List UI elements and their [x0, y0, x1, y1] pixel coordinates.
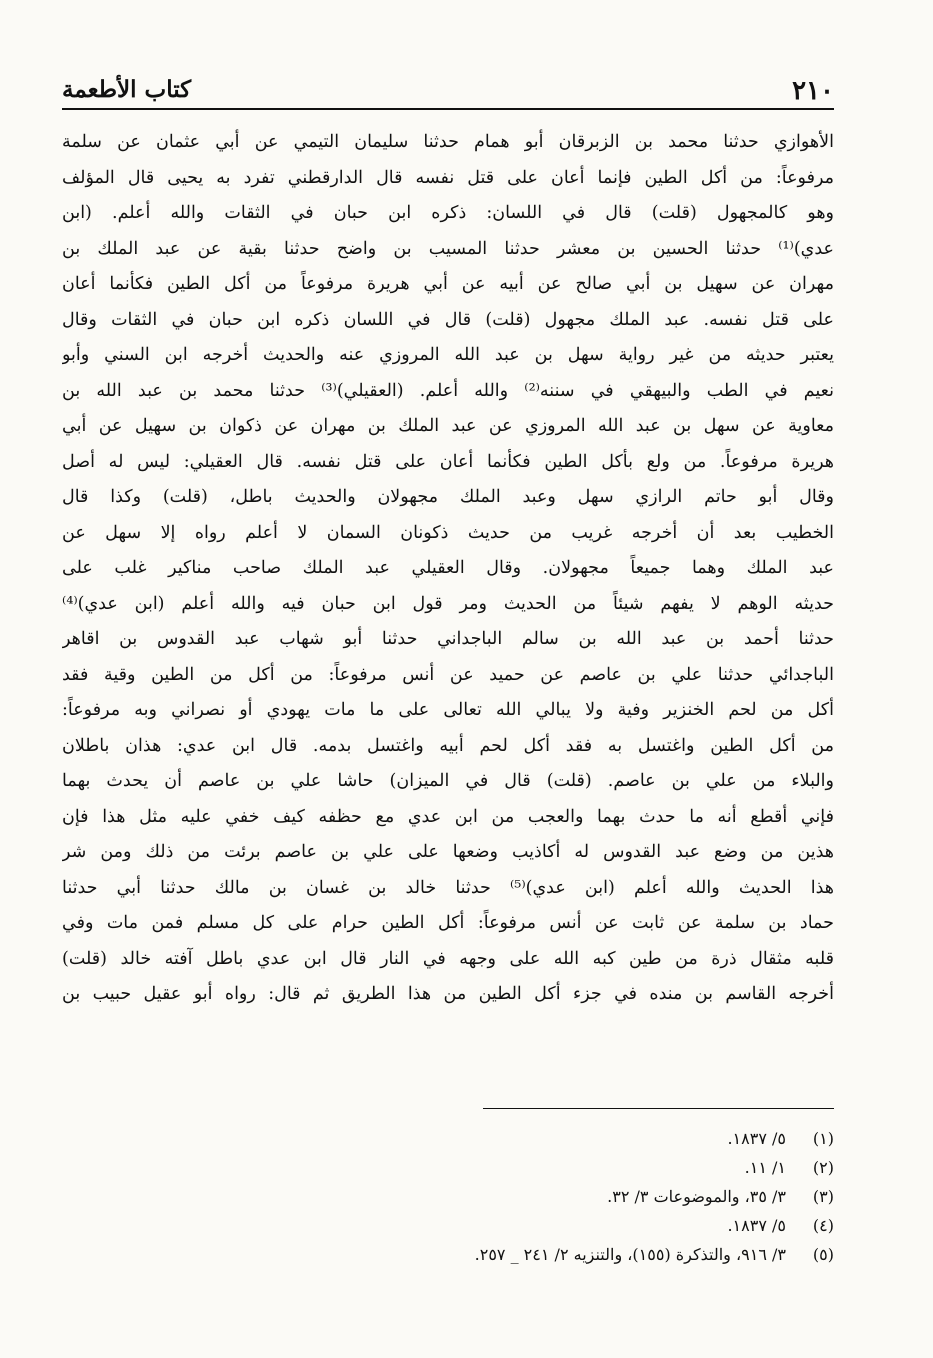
text-line: مرفوعاً: من أكل الطين فإنما أعان على قتل نفسه قال الدارقطني تفرد به يحيى قال المؤلف — [62, 167, 834, 188]
text-line: أكل من لحم الخنزير وفية ولا يبالي الله تعالى على ما مات يهودي أو نصراني وبه مرفوعاً: — [62, 700, 834, 720]
header-rule — [62, 108, 834, 110]
footnote — [62, 1182, 834, 1211]
footnotes — [62, 1124, 834, 1269]
page-header — [62, 72, 834, 106]
text-line: نعيم في الطب والبيهقي في سننه⁽²⁾ والله أعلم. (العقيلي)⁽³⁾ حدثنا محمد بن عبد الله بن — [62, 380, 834, 401]
footnote-text: ٥/ ١٨٣٧. — [727, 1216, 786, 1235]
text-line: يعتبر حديثه من غير رواية سهل بن عبد الله المروزي عنه والحديث أخرجه ابن السني وأبو — [62, 345, 834, 365]
text-line: هذا الحديث والله أعلم (ابن عدي)⁽⁵⁾ حدثنا خالد بن غسان بن مالك حدثنا أبي حدثنا — [62, 877, 834, 898]
text-line: الخطيب بعد أن أخرجه غريب من حديث ذكونان السمان لا أعلم رواه إلا سهل عن — [62, 522, 834, 543]
text-line: والبلاء من علي بن عاصم. (قلت) قال في الميزان) حاشا علي بن عاصم أن يحدث بهما — [62, 771, 834, 791]
footnote-number: (٤) — [812, 1216, 834, 1235]
footnote — [62, 1153, 834, 1182]
footnote-number: (٢) — [812, 1158, 834, 1177]
text-line: وقال أبو حاتم الرازي سهل وعبد الملك مجهولان والحديث باطل، (قلت) وكذا قال — [62, 487, 834, 507]
footnote-number: (١) — [812, 1129, 834, 1148]
body-text — [62, 125, 834, 1013]
footnote-text: ١/ ١١. — [744, 1158, 786, 1177]
text-line: وهو كالمجهول (قلت) قال في اللسان: ذكره ابن حبان في الثقات والله أعلم. (ابن — [62, 203, 834, 223]
text-line: معاوية عن سهل بن عبد الله المروزي عن عبد الملك بن مهران عن ذكوان بن سهيل عن أبي — [62, 416, 834, 436]
footnote — [62, 1211, 834, 1240]
footnote — [62, 1240, 834, 1269]
text-line: الأهوازي حدثنا محمد بن الزبرقان أبو همام حدثنا سليمان التيمي عن أبي عثمان عن سلمة — [62, 132, 834, 152]
running-title: كتاب الأطعمة — [62, 76, 192, 103]
text-line: أخرجه القاسم بن منده في جزء أكل الطين من هذا الطريق ثم قال: رواه أبو عقيل حبيب بن — [62, 984, 834, 1004]
text-line: عبد الملك وهما جميعاً مجهولان. وقال العقيلي عبد الملك صاحب مناكير غلب على — [62, 558, 834, 578]
footnote — [62, 1124, 834, 1153]
text-line: هذين من وضع عبد القدوس له أكاذيب وضعها على علي بن عاصم برئت من ذلك ومن شر — [62, 842, 834, 862]
footnote-number: (٥) — [812, 1245, 834, 1264]
page-number: ٢١٠ — [792, 76, 834, 106]
footnote-text: ٣/ ٣٥، والموضوعات ٣/ ٣٢. — [607, 1187, 786, 1206]
footnote-text: ٥/ ١٨٣٧. — [727, 1129, 786, 1148]
text-line: حماد بن سلمة عن ثابت عن أنس مرفوعاً: أكل الطين حرام على كل مسلم فمن مات وفي — [62, 913, 834, 933]
footnote-text: ٣/ ٩١٦، والتذكرة (١٥٥)، والتنزيه ٢/ ٢٤١ _ ٢٥٧. — [474, 1245, 786, 1264]
text-line: عدي)⁽¹⁾ حدثنا الحسين بن معشر حدثنا المسيب بن واضح حدثنا بقية عن عبد الملك بن — [62, 238, 834, 259]
text-line: مهران عن سهيل بن أبي صالح عن أبيه عن أبي هريرة مرفوعاً من أكل الطين فكأنما أعان — [62, 274, 834, 294]
footnote-rule — [483, 1108, 834, 1109]
text-line: من أكل الطين واغتسل به فقد أكل لحم أبيه واغتسل بدمه. قال ابن عدي: هذان باطلان — [62, 735, 834, 756]
text-line: حدثنا أحمد بن عبد الله بن سالم الباجداني حدثنا أبو شهاب عبد القدوس بن اقاهر — [62, 629, 834, 649]
text-line: هريرة مرفوعاً. من ولع بأكل الطين فكأنما أعان على قتل نفسه. قال العقيلي: ليس له أصل — [62, 451, 834, 472]
text-line: الباجدائي حدثنا علي بن عاصم عن حميد عن أنس مرفوعاً: من أكل من الطين وقية فقد — [62, 664, 834, 685]
text-line: حديثه الوهم لا يفهم شيئاً من الحديث ومر قول ابن حبان فيه والله أعلم (ابن عدي)⁽⁴⁾ — [62, 593, 834, 614]
text-line: على قتل نفسه. عبد الملك مجهول (قلت) قال في اللسان ذكره ابن حبان في الثقات وقال — [62, 309, 834, 330]
footnote-number: (٣) — [812, 1187, 834, 1206]
text-line: قلبه مثقال ذرة من طين كبه الله على وجهه في النار قال ابن عدي باطل آفته خالد (قلت) — [62, 948, 834, 969]
text-line: فإني أقطع أنه ما حدث بهما والعجب من ابن عدي مع حظفه كيف خفي عليه مثل هذا فإن — [62, 806, 834, 827]
